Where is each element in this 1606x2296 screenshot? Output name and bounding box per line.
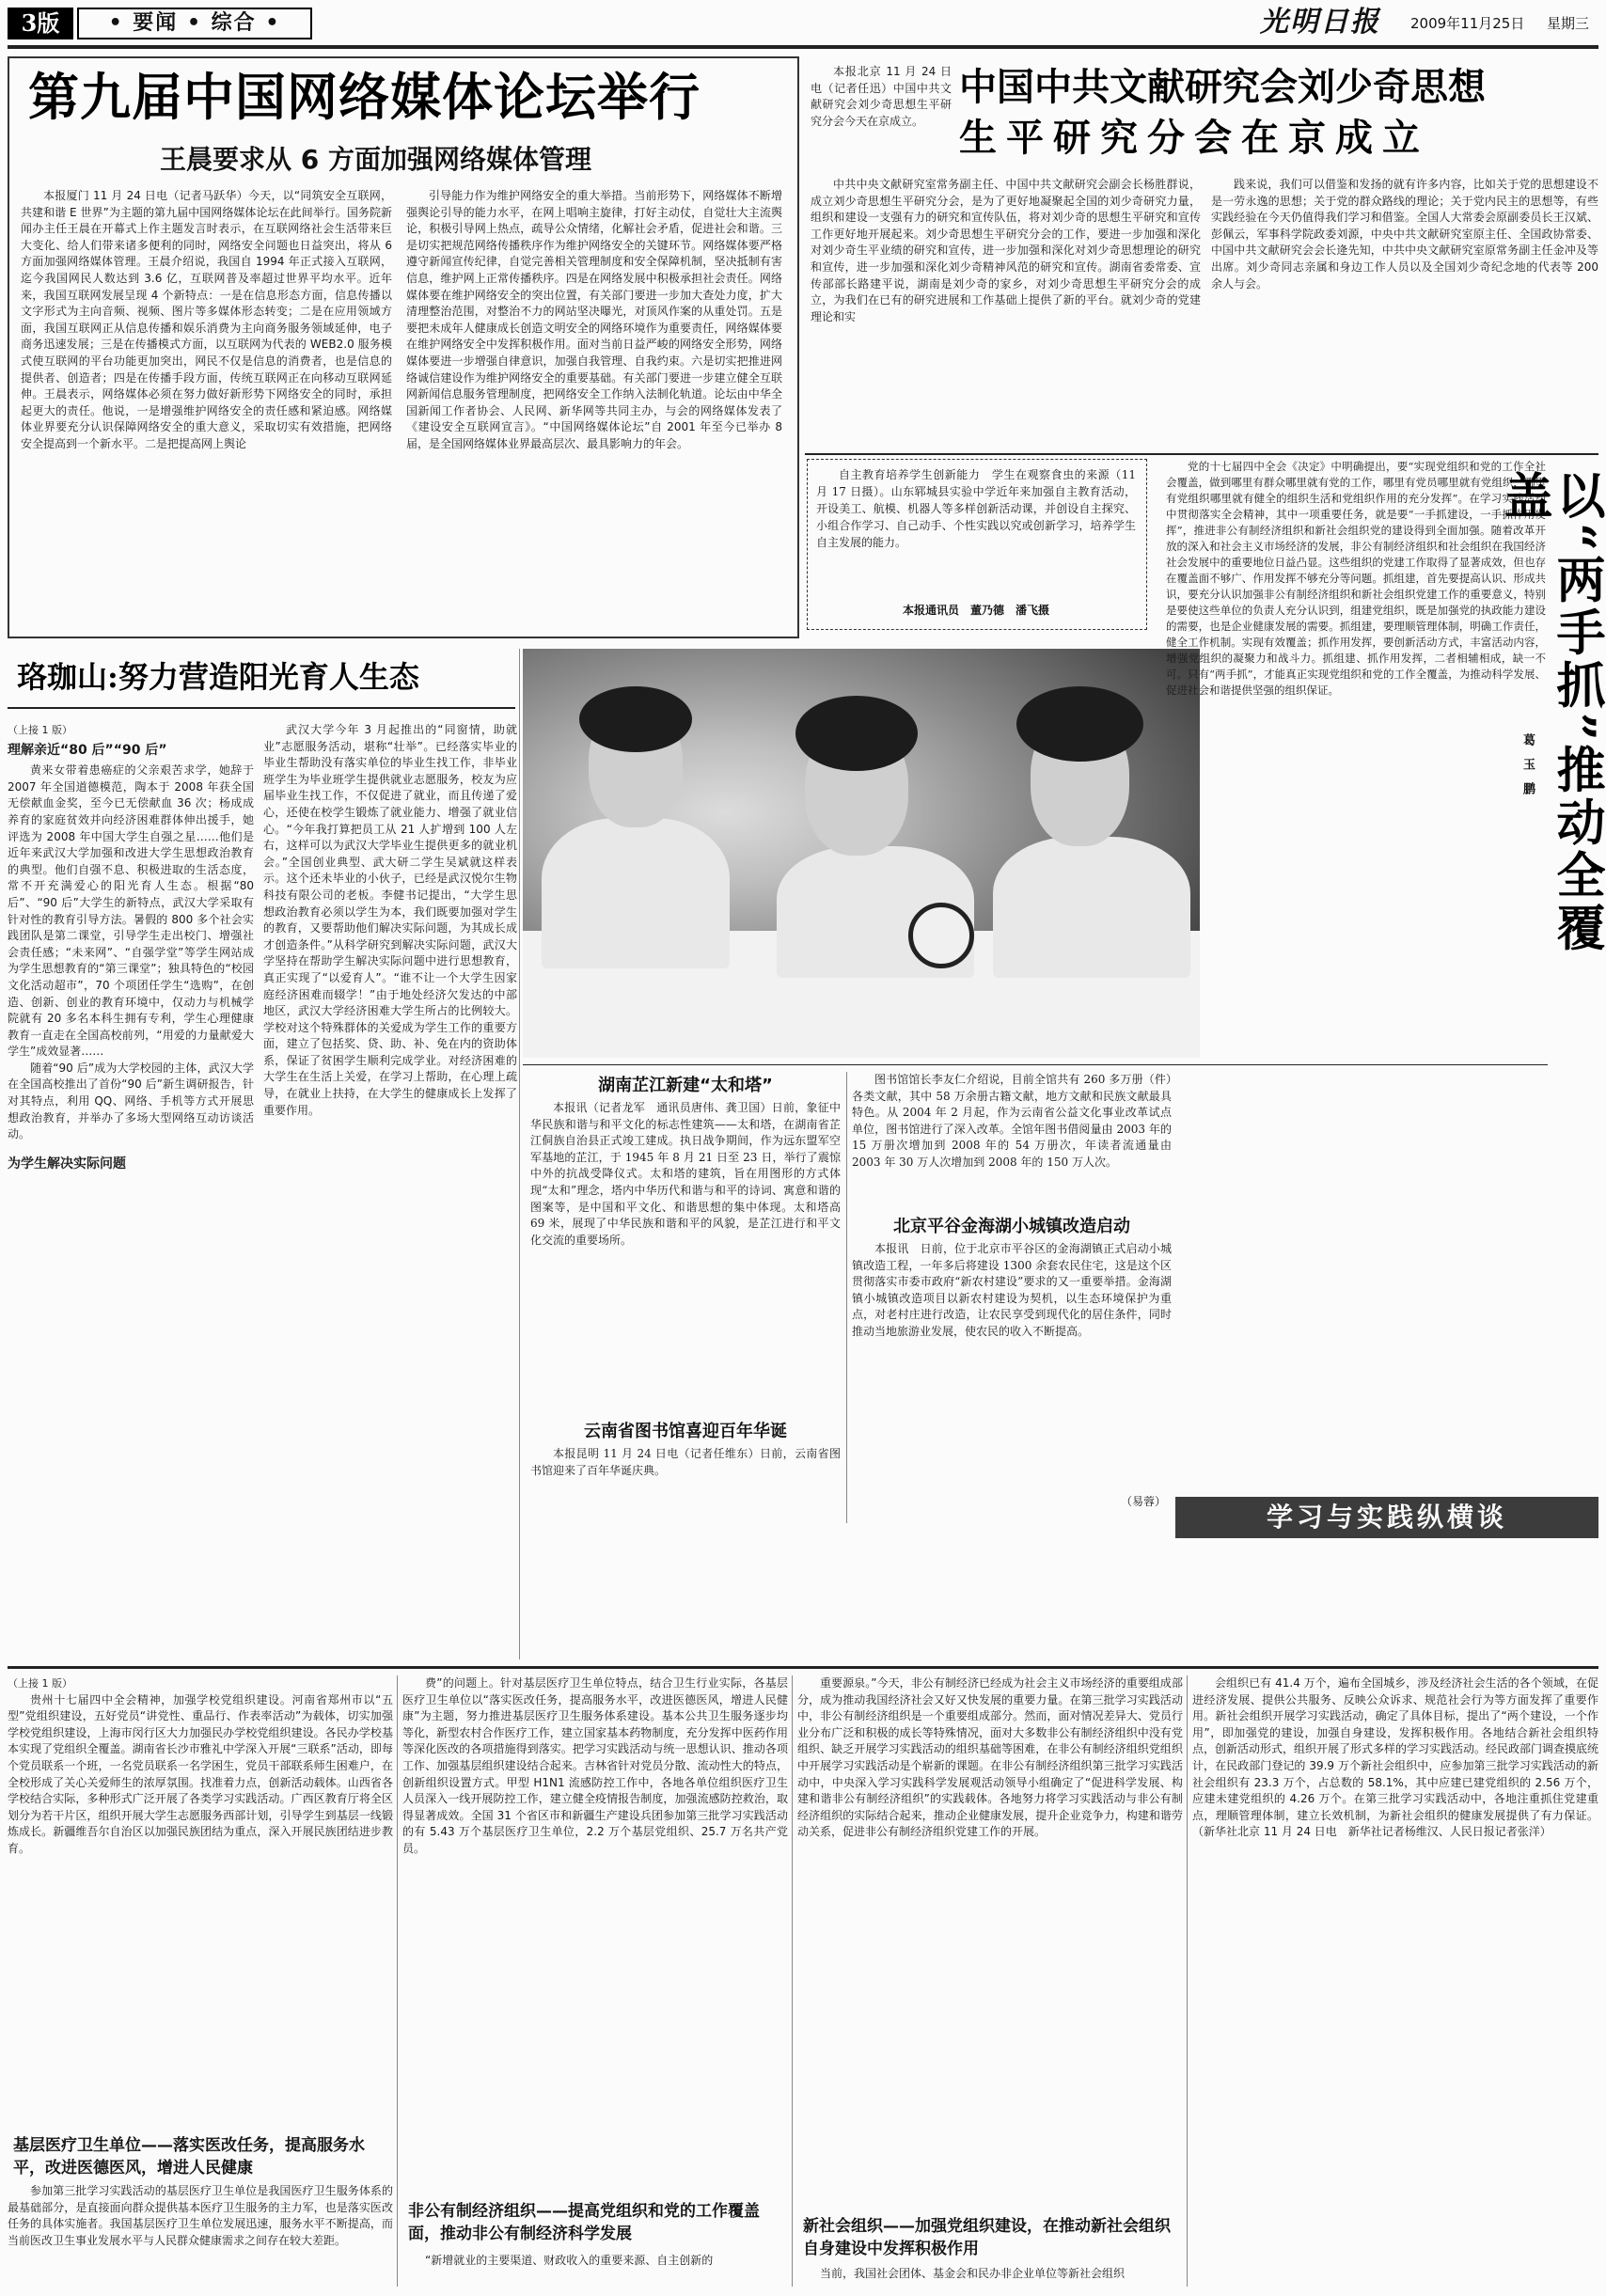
issue-weekday: 星期三 (1547, 15, 1590, 32)
article-text: 黄来女带着患癌症的父亲艰苦求学，她辞于 2007 年全国道德模范，陶本于 2008 年获全国无偿献血金奖，至今已无偿献血 36 次；杨成成养育的家庭贫效并向经济困难群体伸出援手，她评选为 2008 年中国大学生自强之星……他们是近年来武汉大学加强和改进大学生思想政治教育的典型。他们自强不息、积极进取的生活态度，常不开充满爱心的阳光育人生态。根据“80 后”、“90 后”大学生的新特点，武汉大学采取有针对性的教育引导方法。暑假的 800 多个社会实践团队是第二课堂，引导学生走出校门、增强社会责任感；“未来网”、“自强学堂”等学生网站成为学生思想教育的“第三课堂”；独具特色的“校园文化活动超市”，70 个项团任学生“选购”，在创造、创新、创业的教育环境中，仅动力与机械学院就有 20 多名本科生拥有专利，学生心理健康教育一直走在全国高校前列，“用爱的力量献爱大学生”成效显著…… (8, 763, 254, 1059)
article-pinggu-credit: （易蓉） (1120, 1495, 1166, 1508)
headline-yunnan-library: 云南省图书馆喜迎百年华诞 (584, 1422, 787, 1441)
article-taihe-tower (530, 1100, 841, 1410)
article-text: 图书馆馆长李友仁介绍说，目前全馆共有 260 多万册（件）各类文献，其中 58 万余册古籍文献，地方文献和民族文献最具特色。从 2004 年 2 月起，作为云南省公益文化事业改革试点单位，图书馆进行了深入改革。全馆年图书借阅量由 2003 年的 15 万册次增加到 2008 年的 54 万册次，年读者流通量由 2003 年 30 万人次增加到 2008 年的 150 万人次。 (852, 1073, 1172, 1169)
article-bottom-col4 (1192, 1675, 1598, 2287)
article-text: 本报厦门 11 月 24 日电（记者马跃华）今天，以“同筑安全互联网，共建和谐 E 世界”为主题的第九届中国网络媒体论坛在此间举行。国务院新闻办主任王晨在开幕式上作主题发言时表示，在互联网络社会生活带来巨大变化、给人们带来诸多便利的同时，网络安全问题也日益突出，将从 6 方面加强网络媒体管理。王晨介绍说，我国自 1994 年正式接入互联网，迄今我国网民人数达到 3.6 亿，互联网普及率超过世界平均水平。近年来，我国互联网发展呈现 4 个新特点：一是在信息形态方面，信息传播以文字形式为主向音频、视频、图片等多媒体形态转变；二是在应用领域方面，我国互联网正从信息传播和娱乐消费为主向商务服务领域延伸，电子商务迅速发展；三是在传播模式方面，以互联网为代表的 WEB2.0 服务模式使互联网的平台功能更加突出，网民不仅是信息的消费者，也是信息的提供者、创造者；四是在传播手段方面，传统互联网正在向移动互联网延伸。王晨表示，网络媒体必须在努力做好新形势下网络安全的同时，承担起更大的责任。他说，一是增强维护网络安全的责任感和紧迫感。网络媒体业界要充分认识保障网络安全的重大意义，采取切实有效措施，把网络安全提高到一个新水平。二是把提高网上舆论 (21, 189, 392, 450)
page-number: 3版 (8, 8, 73, 39)
headline-liushaoqi-line1: 中国中共文献研究会刘少奇思想 (959, 65, 1486, 109)
article-yunnan-library (530, 1446, 841, 1512)
commentary-author: 葛 玉 鹏 (1520, 733, 1535, 794)
article-luojia-col1 (8, 722, 254, 1662)
article-bottom-col1 (8, 1675, 393, 2070)
article-library-cont (852, 1072, 1172, 1194)
headline-liushaoqi-line2: 生平研究分会在京成立 (959, 116, 1429, 160)
news-photo-students (523, 649, 1200, 1058)
article-network-forum-col1 (21, 188, 392, 625)
luojia-subhead-2: 为学生解决实际问题 (8, 1156, 126, 1172)
headline-taihe-tower: 湖南芷江新建“太和塔” (598, 1076, 773, 1095)
continued-note: （上接 1 版） (8, 724, 72, 736)
article-text: 引导能力作为维护网络安全的重大举措。当前形势下，网络媒体不断增强舆论引导的能力水平，在网上唱响主旋律，打好主动仗，自觉壮大主流舆论，积极引导网上热点，疏导公众情绪，化解社会矛盾，促进社会和谐。三是切实把规范网络传播秩序作为维护网络安全的关键环节。网络媒体要严格遵守新闻宣传纪律，自觉完善相关管理制度和安全保障机制，坚决抵制有害信息，维护网上正常传播秩序。四是在网络发展中积极承担社会责任。网络媒体要在维护网络安全的突出位置，有关部门要进一步加大查处力度，扩大清理整治范围，对整治不力的网站坚决曝光，对顶风作案的从重处罚。五是要把未成年人健康成长创造文明安全的网络环境作为重要责任，网络媒体要在维护网络安全中发挥积极作用。面对当前日益严峻的网络安全形势，网络媒体要进一步增强自律意识，加强自我管理、自我约束。六是切实把推进网络诚信建设作为维护网络安全的重要基础。有关部门要进一步建立健全互联网新闻信息服务管理制度，把网络安全工作纳入法制化轨道。论坛由中华全国新闻工作者协会、人民网、新华网等共同主办，与会的网络媒体发表了《建设安全互联网宣言》。“中国网络媒体论坛”自 2001 年至今已举办 8 届，是全国网络媒体业界最高层次、最具影响力的年会。 (406, 189, 782, 450)
article-text: 会组织已有 41.4 万个，遍布全国城乡，涉及经济社会生活的各个领域，在促进经济发展、提供公共服务、反映公众诉求、规范社会行为等方面发挥了重要作用。新社会组织开展学习实践活动，确定了具体目标，提出了“两个建设，一个作用”，即加强党的建设，加强自身建设，发挥积极作用。各地结合新社会组织特点，创新活动形式，组织开展了形式多样的学习实践活动。经民政部门调查摸底统计，在民政部门登记的 39.9 万个新社会组织中，应参加第三批学习实践活动的新社会组织有 23.3 万个，占总数的 58.1%，其中应建已建党组织的 2.56 万个，应建未建党组织的 4.26 万个。在第三批学习实践活动中，各地注重抓住党建重点，理顺管理体制，建立长效机制，为新社会组织的健康发展提供了有力保证。（新华社北京 11 月 24 日电 新华社记者杨维汉、人民日报记者张洋） (1192, 1676, 1598, 1839)
photo-caption (816, 466, 1136, 589)
article-text: 本报讯（记者龙军 通讯员唐伟、龚卫国）日前，象征中华民族和谐与和平文化的标志性建筑——太和塔，在湖南省芷江侗族自治县正式竣工建成。执日战争期间，作为远东盟军空军基地的芷江，于 1945 年 8 月 21 日至 23 日，举行了震惊中外的抗战受降仪式。太和塔的建筑，旨在用图形的方式体现“太和”理念，塔内中华历代和谐与和平的诗词、寓意和谐的图案等，是中国和平文化、和谐思想的集中体现。太和塔高 69 米，展现了中华民族和谐和平的风貌，是芷江进行和平文化交流的重要场所。 (530, 1101, 841, 1247)
headline-two-hands: 以“两手抓”推动全覆盖 (1495, 470, 1605, 955)
column-separator (519, 649, 520, 1659)
article-text: 贵州十七届四中全会精神，加强学校党组织建设。河南省郑州市以“五型”党组织建设，五好党员“讲党性、重品行、作表率活动”为载体，切实加强学校党组织建设，上海市闵行区大力加强民办学校党组织建设。各民办学校基本实现了党组织全覆盖。湖南省长沙市雅礼中学深入开展“三联系”活动，即每个党员联系一个班，一名党员联系一名学困生，党员干部联系师生困难户，在全校形成了关心关爱师生的浓厚氛围。找准着力点，创新活动载体。山西省各学校结合实际，多种形式广泛开展了各类学习实践活动。广西区教育厅将全区划分为若干片区，组织开展大学生志愿服务西部计划，引导学生到基层一线锻炼成长。新疆维吾尔自治区以加强民族团结为重点，深入开展民族团结进步教育。 (8, 1692, 393, 1855)
article-network-forum-col2 (406, 188, 782, 625)
article-text: 当前，我国社会团体、基金会和民办非企业单位等新社会组织 (820, 2267, 1126, 2280)
article-text: 践来说，我们可以借鉴和发扬的就有许多内容，比如关于党的思想建设不是一劳永逸的思想；关于党的群众路线的理论；关于党内民主的思想等，有些实践经验在今天仍值得我们学习和借鉴。全国人大常委会原副委员长王汉斌、彭佩云，军事科学院政委刘源，中央中共文献研究室原主任、全国政协常委、中国中共文献研究会会长逄先知，中共中央文献研究室原常务副主任金冲及等出席。刘少奇同志亲属和身边工作人员以及全国刘少奇纪念地的代表等 200 余人与会。 (1211, 178, 1598, 291)
article-text: 中共中央文献研究室常务副主任、中国中共文献研究会副会长杨胜群说，成立刘少奇思想生平研究分会，是为了更好地凝聚起全国的刘少奇研究力量，组织和建设一支强有力的研究和宣传队伍，将对刘少奇的思想生平研究和宣传工作更好地开展起来。刘少奇思想生平研究分会的工作，要进一步加强和深化对刘少奇生平业绩的研究和宣传，进一步加强和深化对刘少奇思想理论的研究和宣传，进一步加强和深化刘少奇精神风范的研究和宣传。湖南省委常委、宣传部部长路建平说，湖南是刘少奇的家乡，对刘少奇思想生平研究分会的成立，为我们在已有的研究进展和工作基础上提供了新的平台。就刘少奇的党建理论和实 (811, 178, 1201, 323)
article-text: 党的十七届四中全会《决定》中明确提出，要“实现党组织和党的工作全社会覆盖，做到哪里有群众哪里就有党的工作，哪里有党员哪里就有党组织，哪里有党组织哪里就有健全的组织生活和党组织作用的充分发挥”。在学习实践活动中贯彻落实全会精神，其中一项重要任务，就是要“一手抓建设，一手抓作用发挥”，推进非公有制经济组织和新社会组织党的建设得到全面加强。随着改革开放的深入和社会主义市场经济的发展，非公有制经济组织和社会组织在我国经济社会发展中的重要地位日益凸显。这些组织的党建工作取得了显著成效，但也存在覆盖面不够广、作用发挥不够充分等问题。抓组建，首先要提高认识、形成共识，要充分认识加强非公有制经济组织和新社会组织党建工作的重要意义，特别是要使这些单位的负责人充分认识到，组建党组织，既是加强党的执政能力建设的需要，也是企业健康发展的需要。抓组建，要理顺管理体制，明确工作责任，健全工作机制。实现有效覆盖；抓作用发挥，要创新活动方式，丰富活动内容，增强党组织的凝聚力和战斗力。抓组建、抓作用发挥，二者相辅相成，缺一不可。只有“两手抓”，才能真正实现党组织和党的工作全覆盖，为推动科学发展、促进社会和谐提供坚强的组织保证。 (1166, 460, 1546, 697)
article-bottom-col2 (402, 1675, 788, 2146)
subhead-new-social-orgs: 新社会组织——加强党组织建设，在推动新社会组织自身建设中发挥积极作用 (803, 2217, 1171, 2258)
article-liushaoqi-col1 (811, 177, 1201, 449)
headline-pinggu: 北京平谷金海湖小城镇改造启动 (893, 1217, 1130, 1236)
subhead-medical: 基层医疗卫生单位——落实医改任务，提高服务水平，改进医德医风，增进人民健康 (13, 2136, 365, 2178)
article-text: 本报北京 11 月 24 日电（记者任迅）中国中共文献研究会刘少奇思想生平研究分会今天在京成立。 (811, 65, 952, 128)
bottom-section-rule (8, 1666, 1598, 1669)
subheadline-network-forum: 王晨要求从 6 方面加强网络媒体管理 (160, 144, 591, 175)
section-divider (805, 453, 1598, 455)
column-separator (397, 1675, 398, 2287)
column-separator (846, 1072, 847, 1523)
article-text: “新增就业的主要渠道、财政收入的重要来源、自主创新的 (425, 2254, 714, 2267)
magnifier-icon (908, 903, 974, 968)
section-label: • 要闻 • 综合 • (77, 8, 312, 39)
article-liushaoqi-col2 (1211, 177, 1598, 449)
luojia-rule (8, 707, 515, 709)
photo-credit: 本报通讯员 董乃德 潘飞摄 (903, 604, 1050, 617)
headline-network-forum: 第九届中国网络媒体论坛举行 (28, 67, 701, 127)
article-text: 参加第三批学习实践活动的基层医疗卫生单位是我国医疗卫生服务体系的最基础部分，是直接面向群众提供基本医疗卫生服务的主力军，也是落实医改任务的具体实施者。我国基层医疗卫生单位发展迅速，服务水平不断提高，而当前医改卫生事业发展水平与人民群众健康需求之间存在较大差距。 (8, 2184, 393, 2247)
article-nonpublic-intro (402, 2253, 788, 2290)
article-pinggu (852, 1241, 1172, 1486)
article-medical-intro (8, 2183, 393, 2288)
article-new-social-intro (797, 2266, 1183, 2292)
subhead-nonpublic: 非公有制经济组织——提高党组织和党的工作覆盖面，推动非公有制经济科学发展 (408, 2202, 760, 2243)
article-text: 费”的问题上。针对基层医疗卫生单位特点，结合卫生行业实际，各基层医疗卫生单位以“落实医改任务，提高服务水平，改进医德医风，增进人民健康”为主题，努力推进基层医疗卫生服务体系建设。基本公共卫生服务逐步均等化，新型农村合作医疗工作，建立国家基本药物制度，充分发挥中医药作用等深化医改的各项措施得到落实。把学习实践活动与统一思想认识、推动各项工作、加强基层组织建设结合起来。吉林省针对党员分散、流动性大的特点，创新组织设置方式。甲型 H1N1 流感防控工作中，各地各单位组织医疗卫生人员深入一线开展防控工作，建立健全疫情报告制度，加强流感防控救治，取得显著成效。全国 31 个省区市和新疆生产建设兵团参加第三批学习实践活动的有 5.43 万个基层医疗卫生单位，2.2 万个基层党组织、25.7 万名共产党员。 (402, 1676, 788, 1855)
article-bottom-col3 (797, 1675, 1183, 2202)
article-text: 武汉大学今年 3 月起推出的“同窗情，助就业”志愿服务活动，堪称“壮举”。已经落实毕业的毕业生帮助没有落实单位的毕业生找工作，非毕业班学生为毕业班学生提供就业志愿服务，校友为应届毕业生找工作，不仅促进了就业，而且传递了爱心，还使在校学生锻炼了就业能力、增强了就业信心。“今年我打算把员工从 21 人扩增到 100 人左右，这样可以为武汉大学毕业生提供更多的就业机会。”全国创业典型、武大研二学生吴斌就这样表示。这个还未毕业的小伙子，已经是武汉悦尔生物科技有限公司的老板。李健书记提出，“大学生思想政治教育必须以学生为本，我们既要加强对学生的教育，又要帮助他们解决实际问题，为其成长成才创造条件。”从科学研究到解决实际问题，武汉大学坚持在帮助学生解决实际问题中进行思想教育，真正实现了“以爱育人”。“谁不让一个大学生因家庭经济困难而辍学！”由于地处经济欠发达的中部地区，武汉大学经济困难大学生所占的比例较大。学校对这个特殊群体的关爱成为学生工作的重要方面，建立了包括奖、贷、助、补、免在内的资助体系，保证了贫困学生顺利完成学业。对经济困难的大学生在生活上关爱，在学习上帮助，在心理上疏导，在就业上扶持，在大学生的健康成长上发挥了重要作用。 (263, 723, 517, 1117)
article-text: 随着“90 后”成为大学校园的主体，武汉大学在全国高校推出了首份“90 后”新生调研报告，针对其特点，利用 QQ、网络、手机等方式开展思想政治教育，并举办了多场大型网络互动访谈活动。 (8, 1061, 254, 1141)
commentary-two-hands-text (1166, 459, 1546, 1491)
article-liushaoqi-lead (811, 64, 952, 177)
article-text: 重要源泉。”今天，非公有制经济已经成为社会主义市场经济的重要组成部分，成为推动我国经济社会又好又快发展的重要力量。在第三批学习实践活动中，非公有制经济组织是一个重要组成部分。然而，面对情况差异大、党员行业分布广泛和积极的成长等特殊情况，面对大多数非公有制经济组织中没有党组织、缺乏开展学习实践活动的组织基础等困难，在非公有制经济组织党组织中开展学习实践活动是个崭新的课题。在非公有制经济组织第三批学习实践活动中，中央深入学习实践科学发展观活动领导小组确定了“促进科学发展、构建和谐非公有制经济组织”的实践载体。各地努力将学习实践活动与非公有制经济组织的实际结合起来，推动企业健康发展，提升企业竞争力，构建和谐劳动关系，促进非公有制经济组织党建工作的开展。 (797, 1676, 1183, 1839)
column-separator (792, 1675, 793, 2287)
masthead-rule (8, 45, 1598, 49)
article-text: 本报讯 日前，位于北京市平谷区的金海湖镇正式启动小城镇改造工程，一年多后将建设 1300 余套农民住宅，这是这个区贯彻落实市委市政府“新农村建设”要求的又一重要举措。金海湖镇小城镇改造项目以新农村建设为契机，以生态环境保护为重点，对老村庄进行改造，让农民享受到现代化的居住条件，同时推动当地旅游业发展，使农民的收入不断提高。 (852, 1242, 1172, 1338)
column-separator (1187, 1675, 1188, 2287)
paper-name: 光明日报 (1260, 6, 1380, 39)
issue-date: 2009年11月25日 (1410, 15, 1525, 32)
caption-text: 自主教育培养学生创新能力 学生在观察食虫的来源（11 月 17 日摄）。山东郓城县实验中学近年来加强自主教育活动，开设美工、航模、机器人等多样创新活动课，并创设自主探究、小组合作学习、自己动手、个性实践以究或创新学习，培养学生自主发展的能力。 (816, 468, 1136, 549)
headline-luojia: 珞珈山:努力营造阳光育人生态 (17, 659, 419, 695)
article-luojia-col2 (263, 722, 517, 1653)
luojia-subhead-1: 理解亲近“80 后”“90 后” (8, 742, 167, 758)
continued-note: （上接 1 版） (8, 1677, 72, 1690)
column-banner: 学习与实践纵横谈 (1175, 1497, 1598, 1538)
article-text: 本报昆明 11 月 24 日电（记者任维东）日前，云南省图书馆迎来了百年华诞庆典。 (530, 1447, 841, 1477)
